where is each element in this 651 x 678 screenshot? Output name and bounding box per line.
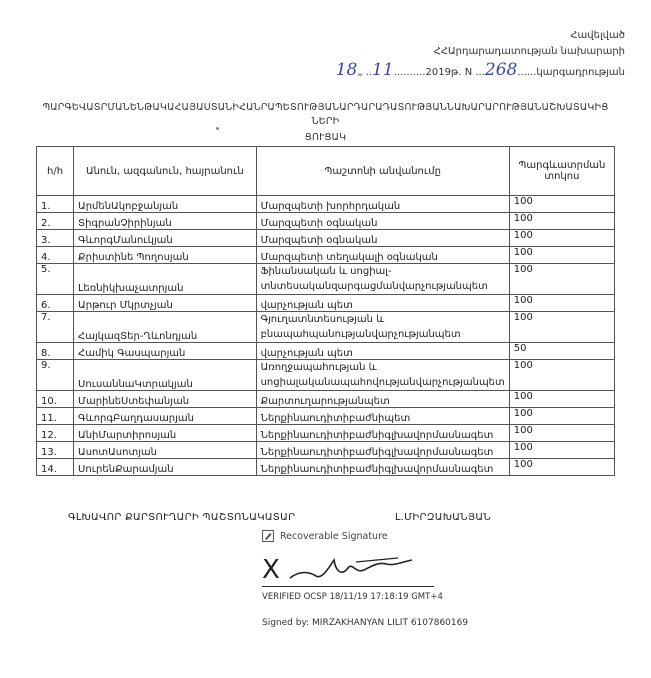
date-day: 18 xyxy=(335,60,358,80)
number-prefix: N xyxy=(464,67,473,78)
table-row xyxy=(37,459,615,476)
row-number: 8. xyxy=(37,343,74,360)
order-number: 268 xyxy=(484,60,518,80)
row-position: Առողջապահության և սոցիալականապահովությանվարչությանպետ xyxy=(256,360,509,391)
signed-by-text: Signed by: MIRZAKHANYAN LILIT 6107860169 xyxy=(262,618,469,628)
row-number: 3. xyxy=(37,230,74,247)
row-position: Ներքինաուդիտիբաժնիպետ xyxy=(256,408,509,425)
row-number: 10. xyxy=(37,391,74,408)
row-position: Գյուղատնտեսության և բնապահպանությանվարչությանպետ xyxy=(256,312,509,343)
header-percent: Պարգևատրման տոկոս xyxy=(509,147,614,196)
row-name: Քրիստինե Պողոսյան xyxy=(74,247,257,264)
document-title-line2: ՆԵՐԻ xyxy=(311,116,340,127)
table-header-row xyxy=(37,147,615,196)
signature-pen-icon xyxy=(262,530,274,542)
row-percent: 100 xyxy=(509,360,614,391)
row-name: ԱնիՄարտիրոսյան xyxy=(74,425,257,442)
row-name: Համիկ Գասպարյան xyxy=(74,343,257,360)
signature-x-mark: X xyxy=(262,555,280,585)
document-title-line1: ՊԱՐԳԵՎԱՏՐՄԱՆԵՆԹԱԿԱՀԱՅԱՍՏԱՆԻՀԱՆՐԱՊԵՏՈՒԹՅԱՆԱՐԴԱՐԱԴԱՏՈՒԹՅԱՆՆԱԽԱՐԱՐՈՒԹՅԱՆԱՇԽԱՏԱԿԻՑ xyxy=(42,102,609,113)
award-table xyxy=(36,146,615,476)
row-name: ԱսոտԱսոտյան xyxy=(74,442,257,459)
header-number: հ/հ xyxy=(37,147,74,196)
header-position: Պաշտոնի անվանումը xyxy=(256,147,509,196)
row-percent: 100 xyxy=(509,442,614,459)
row-number: 9. xyxy=(37,360,74,391)
chief-title: ԳԼԽԱՎՈՐ ՔԱՐՏՈՒՂԱՐԻ ՊԱՇՏՈՆԱԿԱՏԱՐ xyxy=(68,512,296,523)
order-suffix: կարգադրության xyxy=(536,67,625,78)
row-position: վարչության պետ xyxy=(256,343,509,360)
table-row xyxy=(37,247,615,264)
row-position: Ներքինաուդիտիբաժնիգլխավորմասնագետ xyxy=(256,459,509,476)
row-number: 12. xyxy=(37,425,74,442)
row-name: ՍուրենՔարամյան xyxy=(74,459,257,476)
row-name: ԳևորգՄանուկյան xyxy=(74,230,257,247)
verified-ocsp-text: VERIFIED OCSP 18/11/19 17:18:19 GMT+4 xyxy=(262,592,443,602)
row-percent: 100 xyxy=(509,264,614,295)
chief-name: Լ.ՄԻՐԶԱԽԱՆՅԱՆ xyxy=(395,512,491,523)
row-name: ԳևորգԲաղդասարյան xyxy=(74,408,257,425)
row-percent: 100 xyxy=(509,295,614,312)
appendix-label: Հավելված xyxy=(570,30,625,41)
table-row xyxy=(37,408,615,425)
row-position: Մարզպետի խորհրդական xyxy=(256,196,509,213)
ministry-label: ՀՀԱրդարադատության նախարարի xyxy=(433,46,625,57)
row-number: 2. xyxy=(37,213,74,230)
table-row xyxy=(37,295,615,312)
row-position: Մարզպետի օգնական xyxy=(256,230,509,247)
header-name: Անուն, ազգանուն, հայրանուն xyxy=(74,147,257,196)
row-position: Քարտուղարությանպետ xyxy=(256,391,509,408)
table-row xyxy=(37,343,615,360)
row-number: 6. xyxy=(37,295,74,312)
table-row xyxy=(37,442,615,459)
row-name: Լեռնիկխաչատրյան xyxy=(74,264,257,295)
row-position: Ներքինաուդիտիբաժնիգլխավորմասնագետ xyxy=(256,442,509,459)
row-name: ԱրմենԱկոբջանյան xyxy=(74,196,257,213)
row-position: Ներքինաուդիտիբաժնիգլխավորմասնագետ xyxy=(256,425,509,442)
date-month: 11 xyxy=(372,60,394,80)
row-percent: 100 xyxy=(509,196,614,213)
row-number: 1. xyxy=(37,196,74,213)
row-percent: 100 xyxy=(509,459,614,476)
handwritten-signature xyxy=(286,552,416,584)
table-row xyxy=(37,213,615,230)
recoverable-signature-label: Recoverable Signature xyxy=(280,531,388,542)
row-number: 14. xyxy=(37,459,74,476)
date-year: 2019թ. xyxy=(425,67,462,78)
table-row xyxy=(37,391,615,408)
row-name: ՀայկազՏեր-Ղևոնդյան xyxy=(74,312,257,343)
row-number: 4. xyxy=(37,247,74,264)
table-row xyxy=(37,425,615,442)
signature-line xyxy=(262,586,434,587)
row-position: Մարզպետի տեղակալի օգնական xyxy=(256,247,509,264)
row-number: 13. xyxy=(37,442,74,459)
row-position: վարչության պետ xyxy=(256,295,509,312)
row-percent: 100 xyxy=(509,425,614,442)
table-row xyxy=(37,360,615,391)
order-line: 18„ ..11..........2019թ. N ...268......կարգադրության xyxy=(335,60,625,80)
row-percent: 100 xyxy=(509,312,614,343)
row-number: 5. xyxy=(37,264,74,295)
document-title-list: ՑՈՒՑԱԿ xyxy=(304,132,347,143)
row-percent: 100 xyxy=(509,213,614,230)
row-percent: 100 xyxy=(509,230,614,247)
row-position: Ֆինանսական և սոցիալ-տնտեսականզարգացմանվարչությանպետ xyxy=(256,264,509,295)
row-percent: 100 xyxy=(509,408,614,425)
row-percent: 100 xyxy=(509,247,614,264)
table-row xyxy=(37,312,615,343)
row-name: ՍուսաննաԿտրակյան xyxy=(74,360,257,391)
table-row xyxy=(37,196,615,213)
row-percent: 50 xyxy=(509,343,614,360)
row-number: 11. xyxy=(37,408,74,425)
row-name: Արթուր Մկրտչյան xyxy=(74,295,257,312)
row-number: 7. xyxy=(37,312,74,343)
row-name: ՄարինեՍտեփանյան xyxy=(74,391,257,408)
row-position: Մարզպետի օգնական xyxy=(256,213,509,230)
scan-dot xyxy=(216,127,219,130)
row-percent: 100 xyxy=(509,391,614,408)
row-name: ՏիգրանՉիրինյան xyxy=(74,213,257,230)
table-row xyxy=(37,264,615,295)
table-row xyxy=(37,230,615,247)
